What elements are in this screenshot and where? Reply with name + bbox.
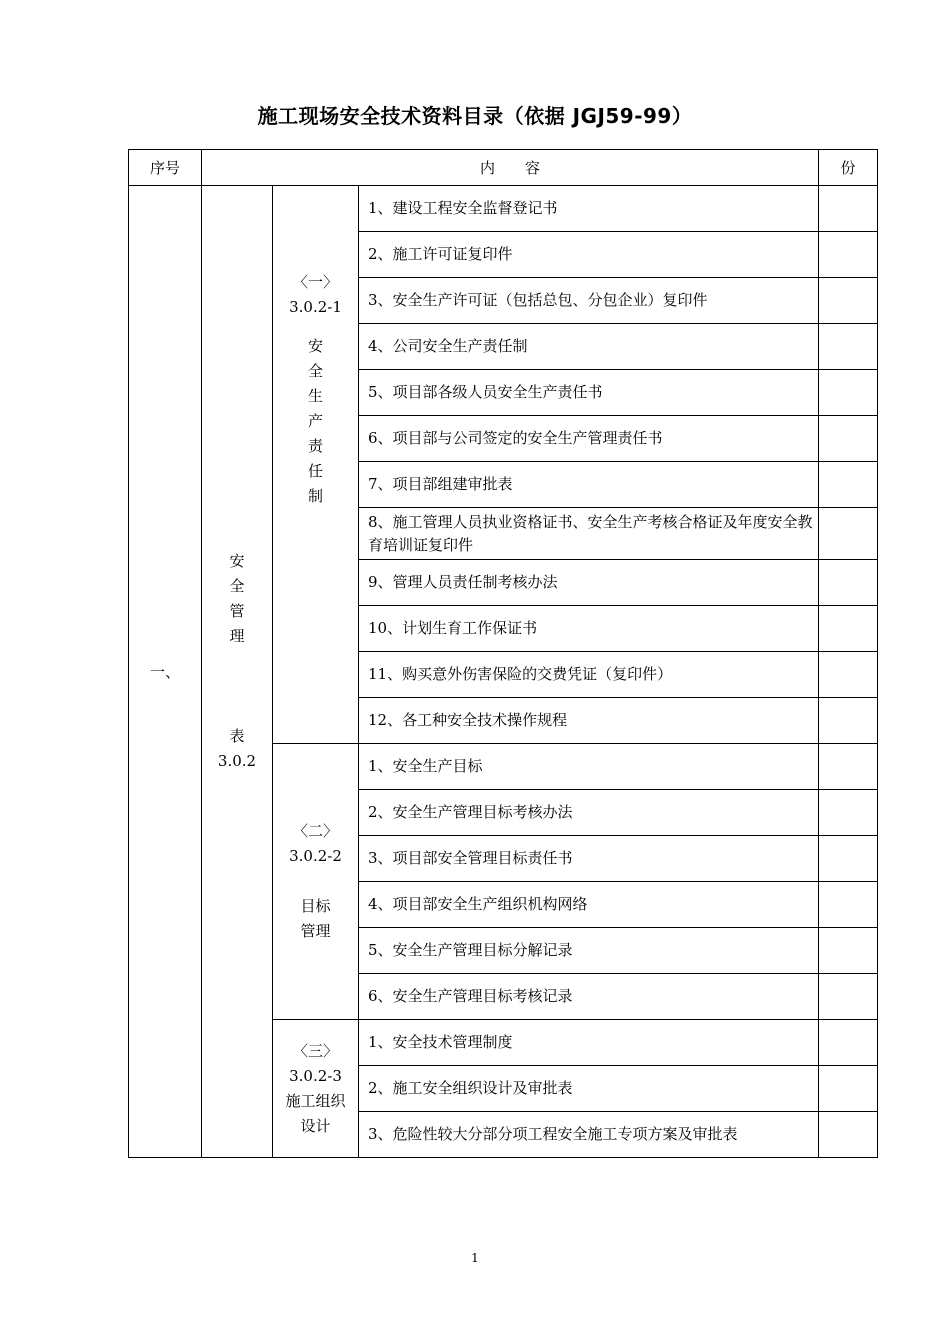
group-name-line2: 管理	[300, 922, 331, 940]
copies-cell	[819, 232, 878, 278]
copies-cell	[819, 462, 878, 508]
page-title: 施工现场安全技术资料目录（依据 JGJ59-99）	[257, 104, 693, 128]
section-number	[129, 186, 202, 1158]
group-2-label	[273, 744, 359, 1020]
group-mark: 〈二〉	[292, 822, 338, 840]
item-text: 5、项目部各级人员安全生产责任书	[359, 370, 819, 416]
section-category	[202, 186, 273, 1158]
item-text: 6、安全生产管理目标考核记录	[359, 974, 819, 1020]
item-text: 8、施工管理人员执业资格证书、安全生产考核合格证及年度安全教育培训证复印件	[359, 508, 819, 560]
copies-cell	[819, 370, 878, 416]
header-content: 内 容	[202, 150, 819, 186]
copies-cell	[819, 790, 878, 836]
group-name-line2: 设计	[300, 1116, 331, 1135]
copies-cell	[819, 278, 878, 324]
page-number: 1	[471, 1251, 479, 1265]
group-name-line1: 目标	[300, 897, 331, 915]
copies-cell	[819, 652, 878, 698]
header-copies: 份	[819, 150, 878, 186]
copies-cell	[819, 836, 878, 882]
item-text: 2、施工安全组织设计及审批表	[359, 1066, 819, 1112]
item-text: 11、购买意外伤害保险的交费凭证（复印件）	[359, 652, 819, 698]
item-text: 1、建设工程安全监督登记书	[359, 186, 819, 232]
copies-cell	[819, 698, 878, 744]
group-mark: 〈一〉	[292, 273, 338, 291]
group-code: 3.0.2-3	[289, 1066, 342, 1085]
item-text: 9、管理人员责任制考核办法	[359, 560, 819, 606]
copies-cell	[819, 1066, 878, 1112]
copies-cell	[819, 882, 878, 928]
copies-cell	[819, 324, 878, 370]
copies-cell	[819, 744, 878, 790]
category-name: 安全管理	[229, 552, 245, 645]
section-seq: 一、	[149, 663, 180, 681]
copies-cell	[819, 186, 878, 232]
copies-cell	[819, 928, 878, 974]
copies-cell	[819, 1020, 878, 1066]
item-text: 6、项目部与公司签定的安全生产管理责任书	[359, 416, 819, 462]
group-name: 安全生产责任制	[308, 337, 324, 505]
group-mark: 〈三〉	[292, 1041, 338, 1060]
item-text: 5、安全生产管理目标分解记录	[359, 928, 819, 974]
copies-cell	[819, 560, 878, 606]
group-code: 3.0.2-2	[289, 847, 342, 865]
item-text: 2、施工许可证复印件	[359, 232, 819, 278]
group-1-label	[273, 186, 359, 744]
header-seq: 序号	[129, 150, 202, 186]
item-text: 4、项目部安全生产组织机构网络	[359, 882, 819, 928]
item-text: 10、计划生育工作保证书	[359, 606, 819, 652]
header-row	[129, 150, 878, 186]
copies-cell	[819, 1112, 878, 1158]
group-3-label	[273, 1020, 359, 1158]
group-code: 3.0.2-1	[289, 298, 342, 316]
copies-cell	[819, 508, 878, 560]
item-text: 3、项目部安全管理目标责任书	[359, 836, 819, 882]
item-text: 1、安全技术管理制度	[359, 1020, 819, 1066]
category-table-label: 表	[229, 727, 245, 745]
item-text: 7、项目部组建审批表	[359, 462, 819, 508]
item-text: 1、安全生产目标	[359, 744, 819, 790]
category-code: 3.0.2	[217, 752, 257, 770]
table-row	[129, 186, 878, 232]
item-text: 12、各工种安全技术操作规程	[359, 698, 819, 744]
catalog-table	[128, 149, 878, 1158]
copies-cell	[819, 606, 878, 652]
item-text: 4、公司安全生产责任制	[359, 324, 819, 370]
item-text: 3、危险性较大分部分项工程安全施工专项方案及审批表	[359, 1112, 819, 1158]
copies-cell	[819, 416, 878, 462]
copies-cell	[819, 974, 878, 1020]
item-text: 2、安全生产管理目标考核办法	[359, 790, 819, 836]
group-name-line1: 施工组织	[285, 1091, 346, 1110]
item-text: 3、安全生产许可证（包括总包、分包企业）复印件	[359, 278, 819, 324]
